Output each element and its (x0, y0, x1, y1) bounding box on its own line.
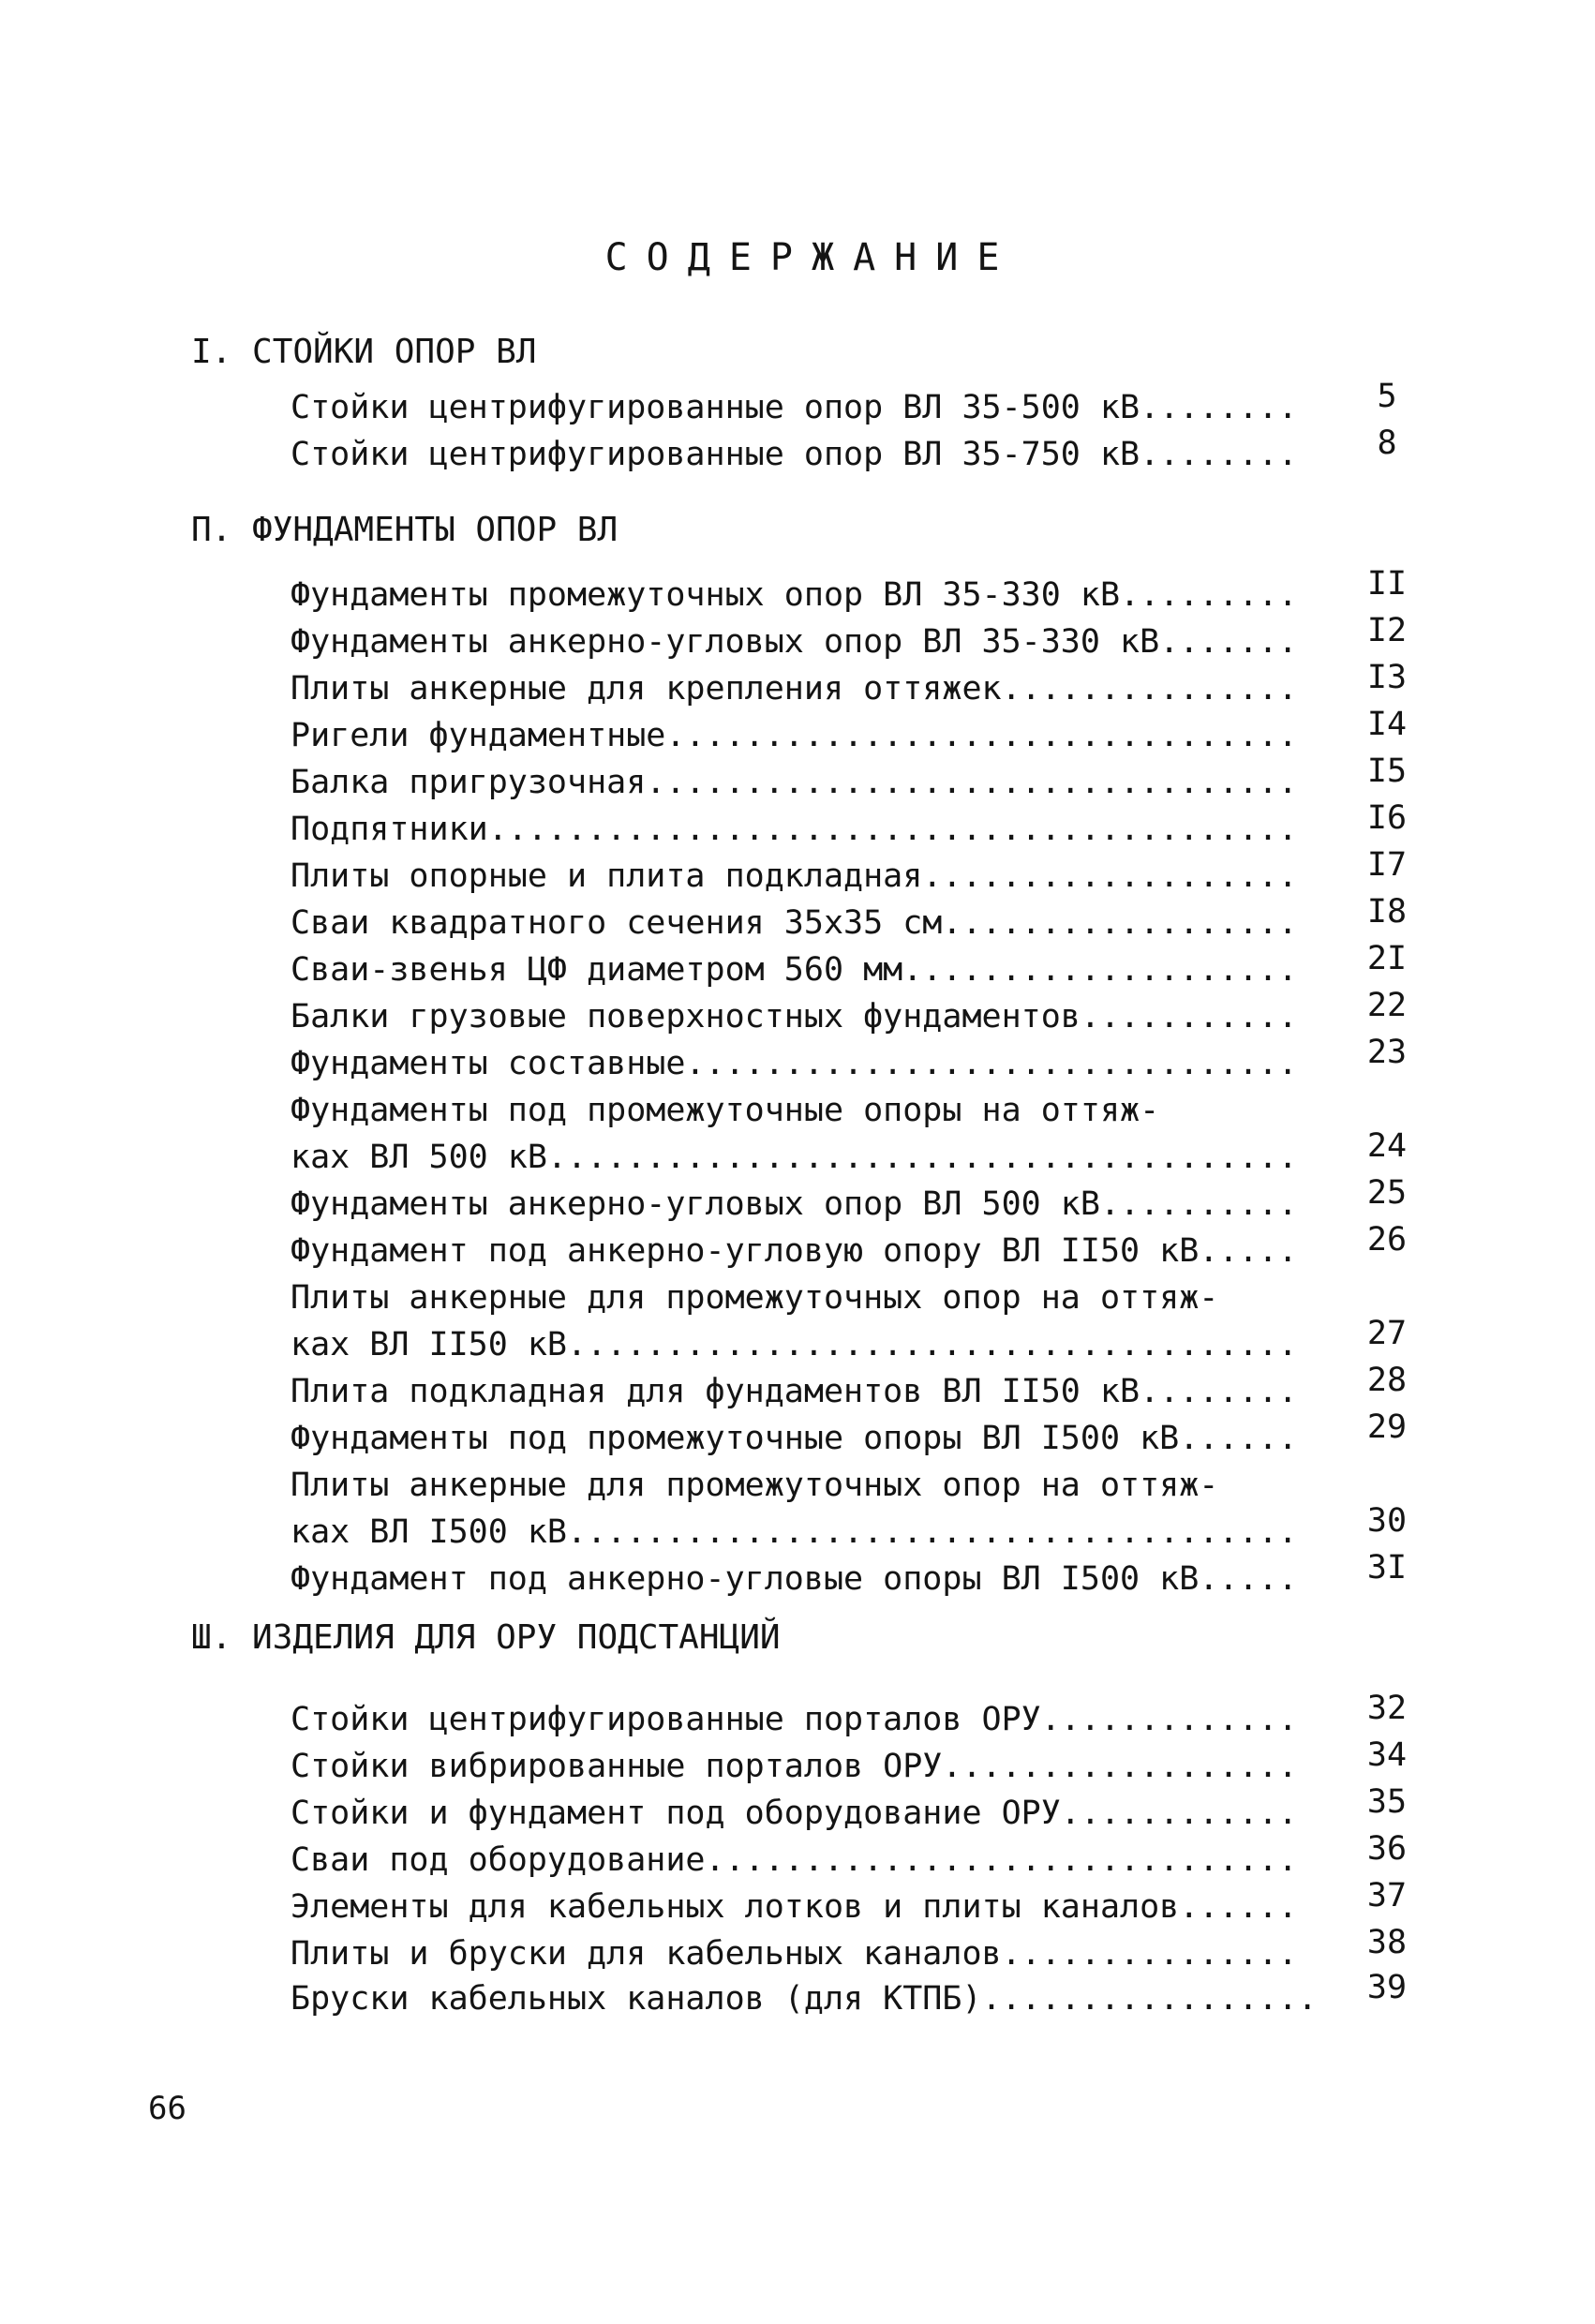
section-header: Ш. ИЗДЕЛИЯ ДЛЯ ОРУ ПОДСТАНЦИЙ (191, 1618, 781, 1657)
toc-entry-title: Фундамент под анкерно-угловые опоры ВЛ I500 кВ..... (291, 1560, 1298, 1598)
toc-entry-page: 3I (1366, 1549, 1408, 1587)
toc-entry-title: Стойки и фундамент под оборудование ОРУ............ (291, 1795, 1298, 1832)
toc-entry-title: Балки грузовые поверхностных фундаментов........... (291, 998, 1298, 1035)
toc-entry-title: Балка пригрузочная................................. (291, 764, 1298, 801)
toc-entry-title: Плиты анкерные для промежуточных опор на оттяж- (291, 1467, 1219, 1504)
toc-entry-page: I7 (1366, 846, 1408, 884)
toc-entry-title: Фундаменты составные............................... (291, 1045, 1298, 1082)
toc-entry-title: ках ВЛ 500 кВ...................................... (291, 1139, 1298, 1176)
toc-entry-title: Подпятники......................................... (291, 811, 1298, 848)
toc-entry-page: 27 (1366, 1315, 1408, 1352)
toc-entry-title: Плиты опорные и плита подкладная................... (291, 857, 1298, 895)
toc-entry-title: Фундаменты под промежуточные опоры на оттяж- (291, 1092, 1160, 1129)
toc-entry-title: Стойки центрифугированные порталов ОРУ............. (291, 1701, 1298, 1738)
toc-entry-title: Фундаменты анкерно-угловых опор ВЛ 500 кВ.......... (291, 1185, 1298, 1223)
toc-entry-title: Стойки вибрированные порталов ОРУ.................. (291, 1748, 1298, 1785)
toc-entry-title: Элементы для кабельных лотков и плиты каналов...... (291, 1888, 1298, 1926)
toc-entry-title: Стойки центрифугированные опор ВЛ 35-750 кВ........ (291, 436, 1298, 473)
toc-entry-title: Плиты и бруски для кабельных каналов............... (291, 1935, 1298, 1973)
toc-entry-page: I3 (1366, 659, 1408, 696)
toc-entry-title: Стойки центрифугированные опор ВЛ 35-500 кВ........ (291, 389, 1298, 426)
toc-entry-title: Фундаменты анкерно-угловых опор ВЛ 35-330 кВ....... (291, 623, 1298, 661)
toc-entry-page: I8 (1366, 893, 1408, 931)
toc-entry-page: I4 (1366, 706, 1408, 743)
toc-entry-page: 39 (1366, 1969, 1408, 2006)
toc-entry-page: 2I (1366, 940, 1408, 977)
section-header: I. СТОЙКИ ОПОР ВЛ (191, 333, 537, 371)
toc-entry-page: 30 (1366, 1502, 1408, 1540)
toc-entry-page: 25 (1366, 1174, 1408, 1212)
toc-entry-page: I5 (1366, 752, 1408, 790)
toc-entry-page: 23 (1366, 1034, 1408, 1071)
page-number: 66 (148, 2090, 186, 2127)
toc-entry-page: 32 (1366, 1690, 1408, 1727)
toc-entry-page: 37 (1366, 1877, 1408, 1914)
toc-entry-title: Фундаменты под промежуточные опоры ВЛ I500 кВ...... (291, 1420, 1298, 1457)
toc-entry-title: Фундамент под анкерно-угловую опору ВЛ II50 кВ..... (291, 1232, 1298, 1270)
toc-entry-page: 35 (1366, 1783, 1408, 1821)
toc-entry-page: 8 (1377, 425, 1397, 462)
toc-entry-title: ках ВЛ I500 кВ..................................... (291, 1513, 1298, 1551)
page-title: СОДЕРЖАНИЕ (604, 236, 1019, 279)
toc-entry-page: II (1366, 565, 1408, 603)
toc-entry-page: 22 (1366, 987, 1408, 1024)
toc-entry-title: Плита подкладная для фундаментов ВЛ II50 кВ........ (291, 1373, 1298, 1410)
toc-entry-page: 34 (1366, 1736, 1408, 1774)
toc-entry-title: Сваи квадратного сечения 35х35 см.................. (291, 904, 1298, 942)
toc-entry-page: 29 (1366, 1408, 1408, 1446)
toc-entry-title: Плиты анкерные для крепления оттяжек............... (291, 670, 1298, 708)
toc-entry-title: Фундаменты промежуточных опор ВЛ 35-330 кВ......... (291, 576, 1298, 614)
toc-entry-page: 24 (1366, 1127, 1408, 1165)
toc-entry-page: I2 (1366, 612, 1408, 649)
toc-entry-title: Бруски кабельных каналов (для КТПБ)................. (291, 1980, 1318, 2018)
section-header: П. ФУНДАМЕНТЫ ОПОР ВЛ (191, 511, 619, 549)
toc-entry-title: Сваи-звенья ЦФ диаметром 560 мм.................... (291, 951, 1298, 989)
toc-entry-page: I6 (1366, 799, 1408, 837)
toc-entry-page: 5 (1377, 378, 1397, 415)
toc-entry-title: Сваи под оборудование.............................. (291, 1841, 1298, 1879)
toc-entry-title: Плиты анкерные для промежуточных опор на оттяж- (291, 1279, 1219, 1317)
toc-entry-page: 36 (1366, 1830, 1408, 1868)
toc-entry-page: 38 (1366, 1924, 1408, 1961)
toc-entry-title: ках ВЛ II50 кВ..................................... (291, 1326, 1298, 1363)
toc-entry-title: Ригели фундаментные................................ (291, 717, 1298, 754)
toc-entry-page: 26 (1366, 1221, 1408, 1259)
toc-entry-page: 28 (1366, 1362, 1408, 1399)
